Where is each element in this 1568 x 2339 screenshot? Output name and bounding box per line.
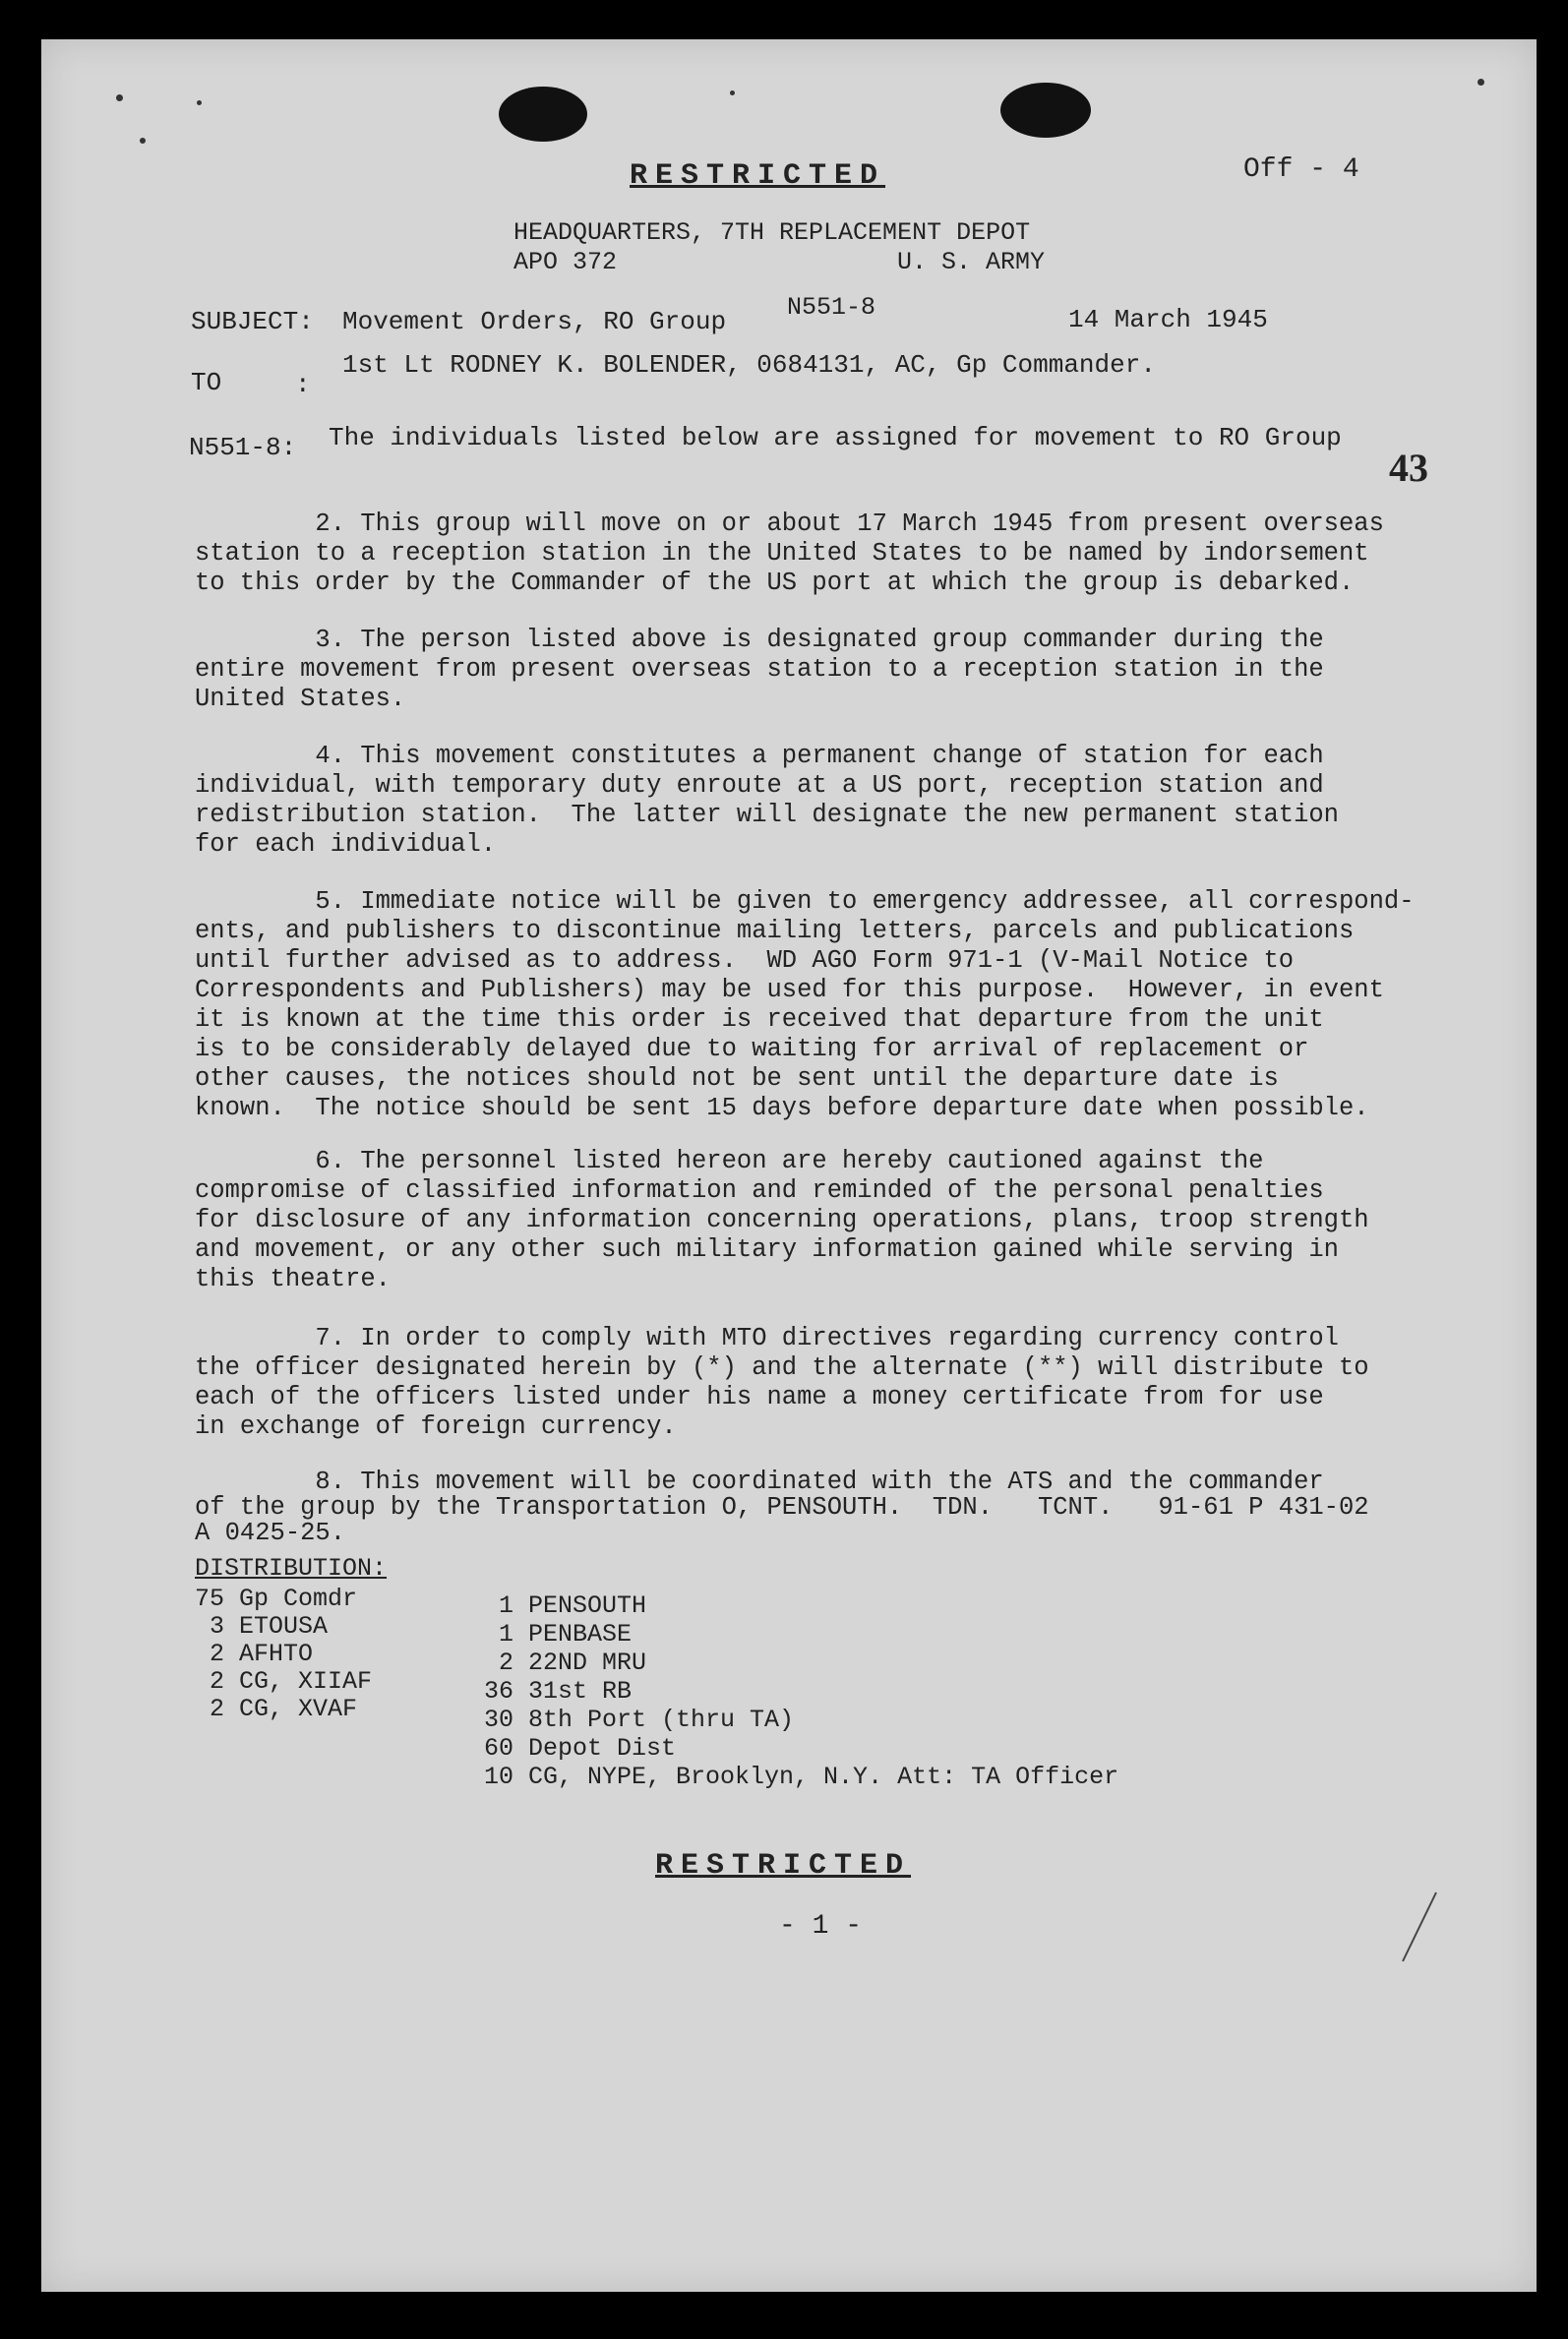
distribution-item: 1 PENBASE: [484, 1620, 633, 1649]
distribution-item: 2 AFHTO: [195, 1640, 314, 1668]
distribution-item: 60 Depot Dist: [484, 1734, 677, 1763]
distribution-item: 3 ETOUSA: [195, 1612, 329, 1641]
apo-line: APO 372: [513, 248, 618, 276]
to-colon: :: [295, 370, 311, 399]
army-line: U. S. ARMY: [897, 248, 1046, 276]
distribution-item: 2 CG, XVAF: [195, 1695, 358, 1723]
distribution-item: 10 CG, NYPE, Brooklyn, N.Y. Att: TA Officer: [484, 1763, 1119, 1791]
punch-hole-left: [499, 87, 587, 142]
speck: [197, 100, 202, 105]
page-mark-43: 43: [1389, 446, 1428, 490]
paragraph-6: 6. The personnel listed hereon are hereby cautioned against the compromise of classified information and reminded of the personal penalties for disclosure of any information concerning operations, plans, troop strength and movement, or any other such military information gained while serving in this theatre.: [195, 1147, 1369, 1293]
paragraph-3: 3. The person listed above is designated group commander during the entire movement from present overseas station to a reception station in the United States.: [195, 626, 1324, 713]
distribution-item: 75 Gp Comdr: [195, 1585, 358, 1613]
order-date: 14 March 1945: [1068, 305, 1268, 334]
paragraph-2: 2. This group will move on or about 17 March 1945 from present overseas station to a reception station in the United States to be named by indorsement to this order by the Commander of the US port at which the group is debarked.: [195, 510, 1384, 597]
speck: [140, 138, 146, 144]
paragraph-5: 5. Immediate notice will be given to emergency addressee, all correspond- ents, and publishers to discontinue mailing letters, parcels and publications until further advised as to address. WD AGO Form 971-1 (V-Mail Notice to Correspondents and Publishers) may be used for this purpose. However, in event it is known at the time this order is received that departure from the unit is to be considerably delayed due to waiting for arrival of replacement or other causes, the notices should not be sent until the departure date is known. The notice should be sent 15 days before departure date when possible.: [195, 887, 1415, 1122]
distribution-item: 36 31st RB: [484, 1677, 633, 1706]
distribution-item: 30 8th Port (thru TA): [484, 1706, 795, 1734]
paragraph-1-label: N551-8:: [189, 433, 297, 462]
to-text: 1st Lt RODNEY K. BOLENDER, 0684131, AC, Gp Commander.: [342, 350, 1156, 380]
pencil-mark: [1389, 1889, 1448, 1967]
restricted-heading-top: RESTRICTED: [630, 159, 886, 193]
speck: [116, 94, 123, 101]
distribution-label: DISTRIBUTION:: [195, 1554, 388, 1583]
distribution-left-list: [195, 1586, 372, 1723]
paragraph-8: 8. This movement will be coordinated with the ATS and the commander of the group by the Transportation O, PENSOUTH. TDN. TCNT. 91-61 P 431-02 A 0425-25.: [195, 1468, 1369, 1547]
distribution-item: 1 PENSOUTH: [484, 1591, 647, 1620]
order-number: N551-8: [787, 293, 876, 322]
restricted-heading-bottom: RESTRICTED: [655, 1849, 912, 1883]
paragraph-1-text: The individuals listed below are assigned for movement to RO Group: [329, 423, 1342, 452]
paragraph-4: 4. This movement constitutes a permanent change of station for each individual, with temporary duty enroute at a US port, reception station and redistribution station. The latter will designate the new permanent station for each individual.: [195, 742, 1339, 859]
distribution-right-list: [484, 1591, 1118, 1791]
page-number: - 1 -: [779, 1911, 863, 1942]
off-label: Off - 4: [1243, 154, 1359, 185]
subject-label: SUBJECT:: [191, 307, 314, 336]
punch-hole-right: [1000, 83, 1091, 138]
document-page: [41, 39, 1537, 2292]
to-label: TO: [191, 368, 222, 397]
speck: [730, 90, 735, 95]
distribution-item: 2 22ND MRU: [484, 1649, 647, 1677]
speck: [1478, 79, 1484, 86]
distribution-item: 2 CG, XIIAF: [195, 1667, 373, 1696]
subject-text: Movement Orders, RO Group: [342, 307, 727, 336]
paragraph-7: 7. In order to comply with MTO directives regarding currency control the officer designated herein by (*) and the alternate (**) will distribute to each of the officers listed under his name a money certificate from for use in exchange of foreign currency.: [195, 1324, 1369, 1441]
headquarters-line: HEADQUARTERS, 7TH REPLACEMENT DEPOT: [513, 218, 1031, 247]
